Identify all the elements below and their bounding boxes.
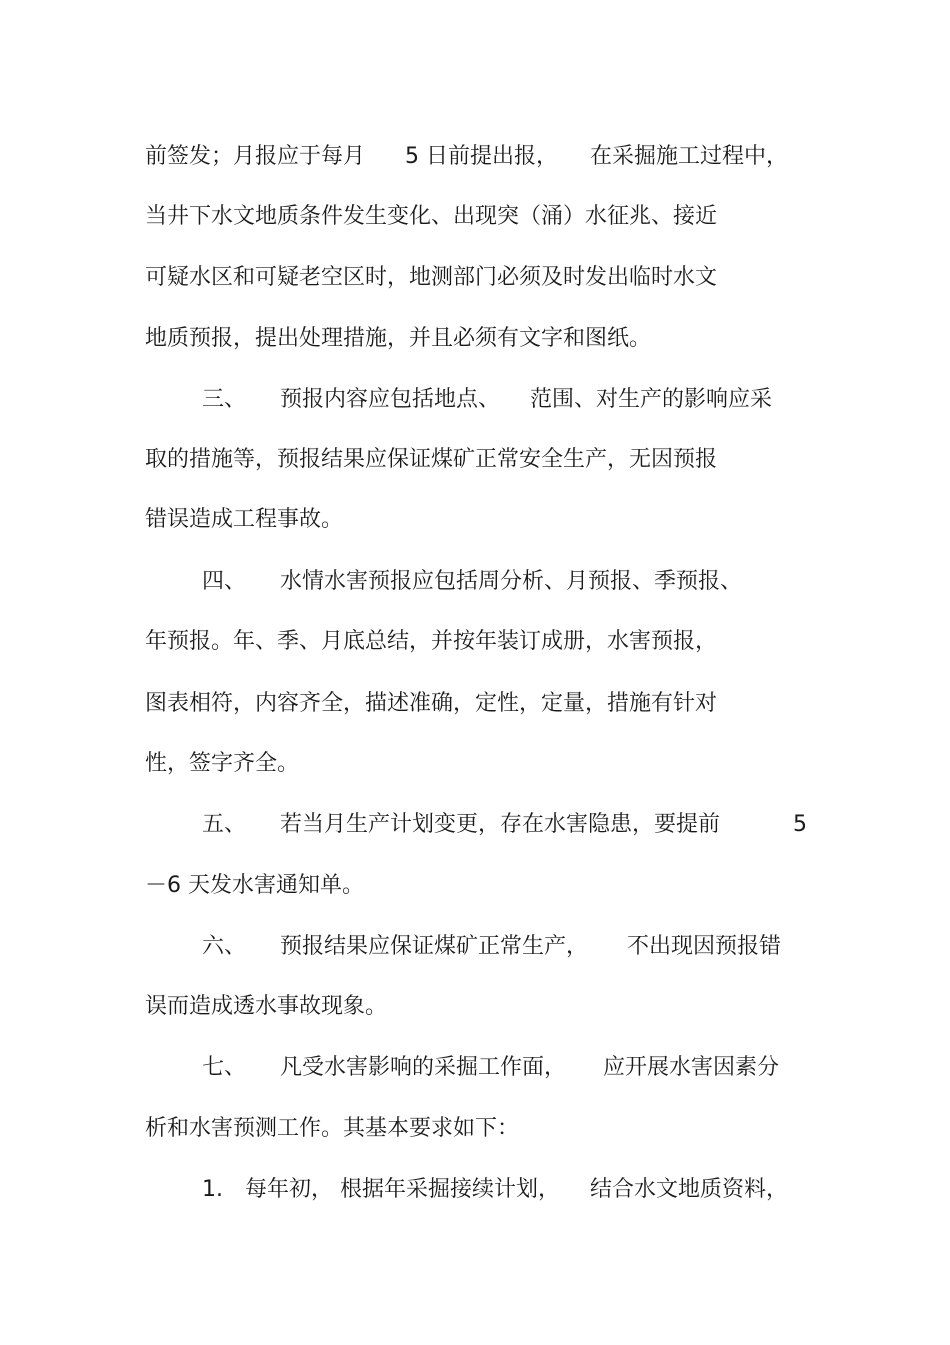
text-segment: 图表相符，内容齐全，描述准确，定性，定量，措施有针对 <box>145 691 718 716</box>
text-segment: 年预报。年、季、月底总结，并按年装订成册，水害预报， <box>145 629 718 654</box>
text-segment: 5 <box>793 812 807 837</box>
text-segment: 应开展水害因素分 <box>603 1055 780 1080</box>
section-number: 四、 <box>202 569 247 594</box>
text-segment: －6 天发水害通知单。 <box>145 873 364 898</box>
text-segment: 根据年采掘接续计划， <box>340 1177 561 1202</box>
text-segment: 取的措施等，预报结果应保证煤矿正常安全生产，无因预报 <box>145 447 718 472</box>
text-segment: 在采掘施工过程中， <box>590 144 789 169</box>
text-segment: 水情水害预报应包括周分析、月预报、季预报、 <box>280 569 743 594</box>
text-segment: 预报结果应保证煤矿正常生产， <box>280 934 589 959</box>
text-segment: 前签发；月报应于每月 <box>145 144 366 169</box>
section-number: 七、 <box>202 1055 247 1080</box>
text-segment: 错误造成工程事故。 <box>145 507 344 532</box>
text-segment: 5 日前提出报， <box>405 144 558 169</box>
text-segment: 预报内容应包括地点、 <box>280 387 501 412</box>
text-segment: 范围、对生产的影响应采 <box>530 387 773 412</box>
section-number: 六、 <box>202 934 247 959</box>
text-segment: 性，签字齐全。 <box>145 751 300 776</box>
text-segment: 地质预报，提出处理措施，并且必须有文字和图纸。 <box>145 326 652 351</box>
text-segment: 误而造成透水事故现象。 <box>145 994 388 1019</box>
list-number: 1. <box>202 1177 223 1202</box>
text-segment: 不出现因预报错 <box>627 934 782 959</box>
section-number: 三、 <box>202 387 247 412</box>
text-segment: 每年初， <box>245 1177 334 1202</box>
section-number: 五、 <box>202 812 247 837</box>
text-segment: 析和水害预测工作。其基本要求如下： <box>145 1116 520 1141</box>
text-segment: 若当月生产计划变更，存在水害隐患，要提前 <box>280 812 721 837</box>
text-segment: 凡受水害影响的采掘工作面， <box>280 1055 567 1080</box>
text-segment: 可疑水区和可疑老空区时，地测部门必须及时发出临时水文 <box>145 265 718 290</box>
text-segment: 结合水文地质资料， <box>590 1177 789 1202</box>
text-segment: 当井下水文地质条件发生变化、出现突（涌）水征兆、接近 <box>145 204 718 229</box>
